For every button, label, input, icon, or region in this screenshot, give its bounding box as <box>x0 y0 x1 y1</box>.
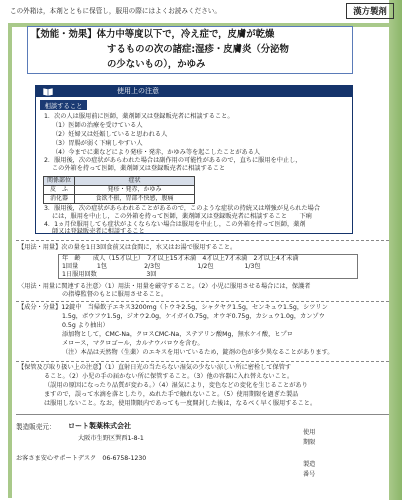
divider <box>16 240 389 241</box>
ingredient-line: メロース，マクロゴール，カルナウバロウを含む。 <box>62 340 204 347</box>
caution-line: 3．服用後，次の症状があらわれることがあるので，このような症状の持続又は増強が見られた場合 <box>44 205 321 212</box>
ingredient-line: 1.5g，ボウフウ1.5g，ジオウ2.0g，ケイガイ0.75g，オウギ0.75g，カシュウ1.0g，カンゾウ <box>62 313 325 320</box>
table-header: 症状 <box>75 177 195 186</box>
table-row <box>44 195 195 204</box>
open-book-icon <box>42 86 54 96</box>
divider <box>16 301 389 302</box>
usage-line: 【用法・用量】次の量を1日3回食前又は食間に，水又はお湯で服用すること。 <box>18 244 237 251</box>
table-cell: 発疹・発赤，かゆみ <box>75 186 195 195</box>
caution-line: この外箱を持って医師，薬剤師又は登録販売者に相談すること <box>52 165 226 172</box>
storage-line: 【保管及び取り扱い上の注意】（1）直射日光の当たらない湿気の少ない涼しい所に密栓して保管す <box>18 364 292 371</box>
storage-line: ますので，誤って水滴を落としたり，ぬれた手で触れないこと。（5）使用期限を過ぎた製品 <box>44 391 299 398</box>
table-cell: 皮 ふ <box>44 186 75 195</box>
expiry-label: 期限 <box>303 439 316 446</box>
caution-title-bar <box>35 85 353 97</box>
table-cell: 食欲不振，胃部不快感，腹痛 <box>75 195 195 204</box>
usage-line: の指導監督のもとに服用させること。 <box>62 291 168 298</box>
storage-line: は服用しないこと。なお，使用期限内であっても一度開封した後は，なるべく早く服用すること。 <box>44 400 317 407</box>
storage-line: ること。（2）小児の手の届かない所に保管すること。（3）他の容器に入れ替えないこと。 <box>44 373 294 380</box>
caution-line: 4．1ヵ月位服用しても症状がよくならない場合は服用を中止し，この外箱を持って医師，薬剤 <box>44 221 306 228</box>
company-name: ロート製薬株式会社 <box>68 422 131 430</box>
table-cell: 消化器 <box>44 195 75 204</box>
lot-label: 製造 <box>303 461 316 468</box>
usage-line: 〈用法・用量に関連する注意〉（1）用法・用量を厳守すること。（2）小児に服用させる場合には，保護者 <box>18 283 311 290</box>
caution-line: 師又は登録販売者に相談すること <box>52 228 145 235</box>
caution-title: 使用上の注意 <box>117 87 159 95</box>
ingredient-line: 0.5g より抽出） <box>62 322 109 329</box>
ingredient-line: （注）本品は天然物（生薬）のエキスを用いているため，錠剤の色が多少異なることがあります。 <box>62 349 334 356</box>
consult-label: 相談すること <box>40 100 87 110</box>
category-badge: 漢方製剤 <box>346 3 394 19</box>
effect-line-3: の少ないもの），かゆみ <box>107 59 206 70</box>
side-effect-table <box>43 176 195 204</box>
caution-line: （2）妊婦又は妊娠していると思われる人 <box>52 131 168 138</box>
effect-line-1: 【効能・効果】体力中等度以下で，冷え症で，皮膚が乾燥 <box>31 29 275 40</box>
caution-line: （4）今までに薬などにより発疹・発赤，かゆみ等を起こしたことがある人 <box>52 149 261 156</box>
usage-line: 年 齢 成人（15才以上） 7才以上15才未満 4才以上7才未満 2才以上4才未満 <box>62 255 299 262</box>
ingredient-line: 【成分・分量】12錠中 当帰飲子エキス3200mg（トウキ2.5g，シャクヤク1.5g，センキュウ1.5g，シツリン <box>18 304 328 311</box>
green-side-stripe <box>389 0 402 500</box>
caution-line: （1）医師の治療を受けている人 <box>52 122 143 129</box>
ingredient-line: 添加物として，CMC-Na，クロスCMC-Na，ステアリン酸Mg，無水ケイ酸，ヒプロ <box>62 331 293 338</box>
seller-label: 製造販売元： <box>16 423 56 431</box>
expiry-label: 使用 <box>303 429 316 436</box>
caution-line: 2．服用後，次の症状があらわれた場合は副作用の可能性があるので，直ちに服用を中止し， <box>44 157 302 164</box>
storage-notice: この外箱は，本剤とともに保管し，服用の際にはよくお読みください。 <box>10 7 221 15</box>
lot-label: 番号 <box>303 471 316 478</box>
usage-line: 1日服用回数 3回 <box>62 271 157 278</box>
company-address: 大阪市生野区巽西1-8-1 <box>78 435 144 442</box>
storage-line: （誤用の原因になったり品質が変わる。）（4）湿気により，変色などの変化を生じることがあり <box>44 382 308 389</box>
caution-line: には，服用を中止し，この外箱を持って医師，薬剤師又は登録販売者に相談すること 下痢 <box>52 213 312 220</box>
divider <box>16 414 389 415</box>
caution-line: 1．次の人は服用前に医師，薬剤師又は登録販売者に相談すること。 <box>44 113 234 120</box>
support-contact: お客さま安心サポートデスク 06-6758-1230 <box>16 455 147 462</box>
effect-line-2: するものの次の諸症:湿疹・皮膚炎（分泌物 <box>107 44 289 55</box>
usage-line: 1回量 1包 2/3包 1/2包 1/3包 <box>62 263 261 270</box>
table-row <box>44 186 195 195</box>
caution-line: （3）胃腸が弱く下痢しやすい人 <box>52 140 143 147</box>
table-header: 関係部位 <box>44 177 75 186</box>
divider <box>16 361 389 362</box>
